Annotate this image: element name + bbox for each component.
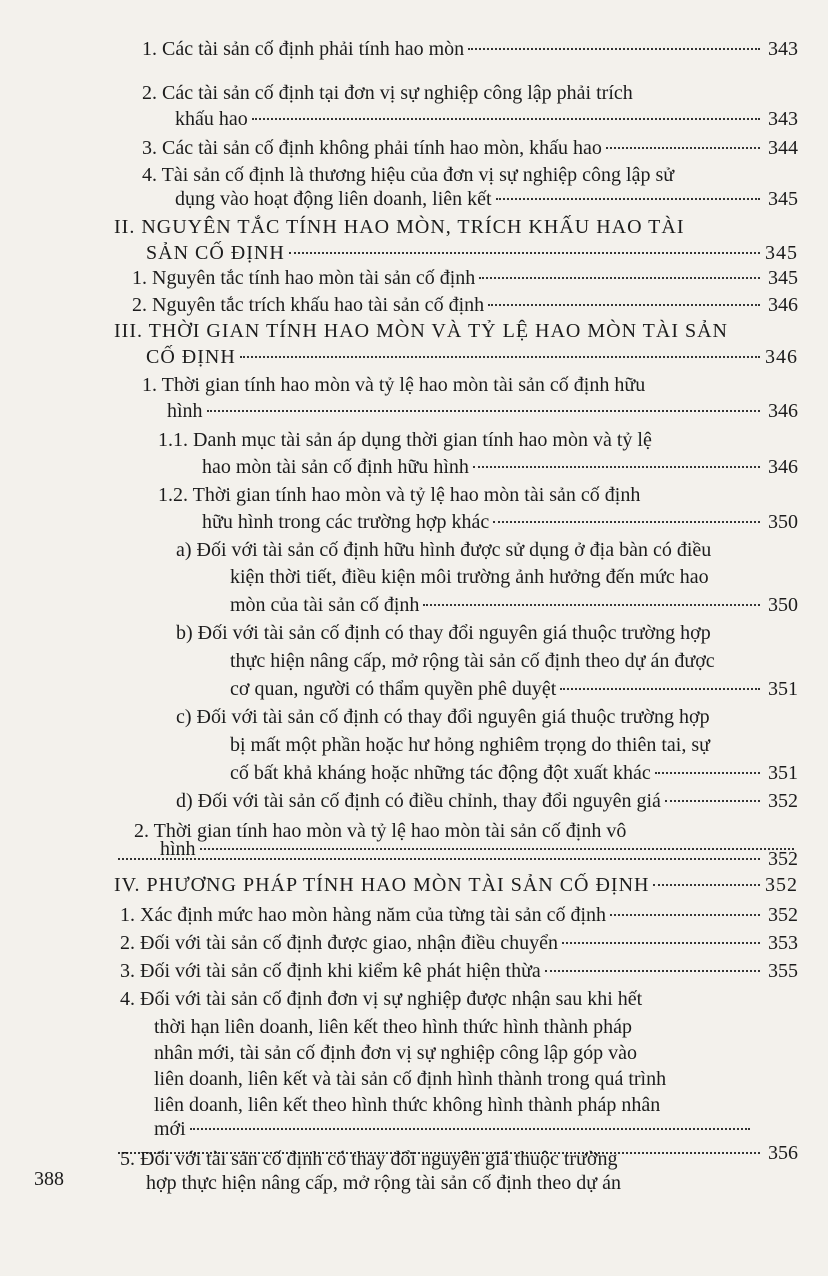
toc-entry-text: thực hiện nâng cấp, mở rộng tài sản cố định theo dự án được: [230, 650, 715, 672]
toc-entry-text: 4. Tài sản cố định là thương hiệu của đơn vị sự nghiệp công lập sử: [142, 164, 675, 186]
leader-dots: [479, 277, 760, 279]
toc-page-ref: 356: [768, 1142, 798, 1164]
leader-dots: [545, 970, 760, 972]
toc-entry-text: khấu hao: [175, 108, 248, 130]
toc-page-ref: 352: [768, 790, 798, 812]
toc-page-ref: 346: [765, 346, 798, 368]
toc-entry: [120, 902, 798, 928]
toc-entry-text: hữu hình trong các trường hợp khác: [202, 511, 490, 533]
toc-entry: [142, 162, 798, 188]
toc-entry: [132, 292, 798, 318]
toc-entry-text: a) Đối với tài sản cố định hữu hình được sử dụng ở địa bàn có điều: [176, 539, 712, 561]
toc-page-ref: 352: [765, 874, 798, 896]
toc-entry: [154, 1092, 798, 1118]
page-number: 388: [34, 1168, 64, 1190]
toc-entry: [154, 1040, 798, 1066]
leader-dots: [655, 772, 760, 774]
toc-entry: [158, 427, 798, 453]
toc-entry-text: 2. Nguyên tắc trích khấu hao tài sản cố định: [132, 294, 485, 316]
toc-entry: [120, 1146, 798, 1172]
toc-page-ref: 343: [768, 108, 798, 130]
toc-entry-text: 1.1. Danh mục tài sản áp dụng thời gian tính hao mòn và tỷ lệ: [158, 429, 652, 451]
leader-dots: [118, 858, 760, 860]
toc-entry-text: b) Đối với tài sản cố định có thay đổi nguyên giá thuộc trường hợp: [176, 622, 711, 644]
toc-entry: [176, 620, 798, 646]
toc-page-ref: 352: [768, 848, 798, 870]
leader-dots: [665, 800, 760, 802]
toc-entry-text: dụng vào hoạt động liên doanh, liên kết: [175, 188, 492, 210]
toc-entry-text: bị mất một phần hoặc hư hỏng nghiêm trọng do thiên tai, sự: [230, 734, 710, 756]
leader-dots: [473, 466, 760, 468]
toc-entry-text: nhân mới, tài sản cố định đơn vị sự nghiệp công lập góp vào: [154, 1042, 638, 1064]
toc-entry: [120, 930, 798, 956]
toc-entry-text: hình: [167, 400, 203, 422]
leader-dots: [606, 147, 760, 149]
toc-entry-text: kiện thời tiết, điều kiện môi trường ảnh hưởng đến mức hao: [230, 566, 709, 588]
leader-dots: [493, 521, 760, 523]
leader-dots: [190, 1128, 750, 1130]
toc-entry: [202, 454, 798, 480]
toc-entry-text: II. NGUYÊN TẮC TÍNH HAO MÒN, TRÍCH KHẤU HAO TÀI: [114, 216, 685, 238]
leader-dots: [496, 198, 760, 200]
toc-entry: [230, 648, 798, 674]
leader-dots: [289, 252, 760, 254]
toc-entry: [146, 1170, 798, 1196]
toc-entry-text: III. THỜI GIAN TÍNH HAO MÒN VÀ TỶ LỆ HAO MÒN TÀI SẢN: [114, 320, 729, 342]
toc-entry-text: 5. Đối với tài sản cố định có thay đổi nguyên giá thuộc trường: [120, 1148, 618, 1170]
toc-entry-text: 1. Xác định mức hao mòn hàng năm của từng tài sản cố định: [120, 904, 607, 926]
toc-page-ref: 352: [768, 904, 798, 926]
toc-entry: [142, 80, 798, 106]
leader-dots: [207, 410, 760, 412]
toc-page-ref: 345: [765, 242, 798, 264]
toc-page-ref: 351: [768, 678, 798, 700]
toc-entry-text: cố bất khả kháng hoặc những tác động đột xuất khác: [230, 762, 651, 784]
toc-page-ref: 350: [768, 594, 798, 616]
section-heading: [146, 344, 798, 370]
toc-page-ref: 344: [768, 137, 798, 159]
leader-dots: [610, 914, 760, 916]
section-heading: [114, 872, 798, 898]
toc-page-ref: 355: [768, 960, 798, 982]
toc-entry-text: 4. Đối với tài sản cố định đơn vị sự nghiệp được nhận sau khi hết: [120, 988, 643, 1010]
toc-page-ref: 345: [768, 188, 798, 210]
toc-entry: [230, 564, 798, 590]
toc-entry: [176, 788, 798, 814]
toc-entry-text: 2. Đối với tài sản cố định được giao, nhận điều chuyển: [120, 932, 559, 954]
toc-entry-text: SẢN CỐ ĐỊNH: [146, 242, 285, 264]
toc-entry: [142, 135, 798, 161]
section-heading: [114, 214, 798, 240]
toc-entry: [202, 509, 798, 535]
leader-dots: [488, 304, 760, 306]
toc-entry-text: d) Đối với tài sản cố định có điều chỉnh, thay đổi nguyên giá: [176, 790, 661, 812]
toc-page-ref: 351: [768, 762, 798, 784]
toc-page-ref: 343: [768, 38, 798, 60]
leader-dots: [252, 118, 760, 120]
toc-entry: [175, 186, 798, 212]
toc-entry: [175, 106, 798, 132]
toc-page-ref: 353: [768, 932, 798, 954]
toc-page-ref: 350: [768, 511, 798, 533]
toc-page-ref: 346: [768, 456, 798, 478]
leader-dots: [653, 884, 760, 886]
toc-entry-text: mới: [154, 1118, 186, 1140]
toc-entry: [158, 482, 798, 508]
section-heading: [146, 240, 798, 266]
toc-entry: [230, 732, 798, 758]
toc-entry-text: 1. Các tài sản cố định phải tính hao mòn: [142, 38, 465, 60]
toc-entry-text: hao mòn tài sản cố định hữu hình: [202, 456, 469, 478]
leader-dots: [240, 356, 760, 358]
toc-entry-text: cơ quan, người có thẩm quyền phê duyệt: [230, 678, 557, 700]
section-heading: [114, 318, 798, 344]
toc-entry-text: 1. Nguyên tắc tính hao mòn tài sản cố định: [132, 267, 476, 289]
toc-entry: [142, 372, 798, 398]
leader-dots: [468, 48, 760, 50]
leader-dots: [560, 688, 760, 690]
toc-entry: [230, 592, 798, 618]
toc-entry-text: 3. Các tài sản cố định không phải tính hao mòn, khấu hao: [142, 137, 602, 159]
toc-entry-text: 2. Thời gian tính hao mòn và tỷ lệ hao mòn tài sản cố định vô: [134, 820, 627, 842]
toc-entry-text: liên doanh, liên kết và tài sản cố định hình thành trong quá trình: [154, 1068, 667, 1090]
toc-page-ref: 346: [768, 294, 798, 316]
toc-entry: [230, 676, 798, 702]
leader-dots: [423, 604, 760, 606]
toc-entry: [176, 537, 798, 563]
toc-entry-text: thời hạn liên doanh, liên kết theo hình thức hình thành pháp: [154, 1016, 632, 1038]
toc-entry: [154, 1066, 798, 1092]
toc-entry: [176, 704, 798, 730]
toc-entry: [120, 958, 798, 984]
toc-entry-text: liên doanh, liên kết theo hình thức không hình thành pháp nhân: [154, 1094, 661, 1116]
toc-entry: [114, 846, 798, 872]
toc-entry-text: 1. Thời gian tính hao mòn và tỷ lệ hao mòn tài sản cố định hữu: [142, 374, 646, 396]
toc-entry: [154, 1014, 798, 1040]
toc-entry-text: c) Đối với tài sản cố định có thay đổi nguyên giá thuộc trường hợp: [176, 706, 710, 728]
toc-page-ref: 345: [768, 267, 798, 289]
toc-entry-text: CỐ ĐỊNH: [146, 346, 236, 368]
toc-entry-text: hợp thực hiện nâng cấp, mở rộng tài sản cố định theo dự án: [146, 1172, 621, 1194]
toc-entry-text: mòn của tài sản cố định: [230, 594, 420, 616]
toc-entry: [120, 986, 798, 1012]
toc-entry-text: hình: [160, 838, 196, 860]
toc-entry-text: IV. PHƯƠNG PHÁP TÍNH HAO MÒN TÀI SẢN CỐ ĐỊNH: [114, 874, 650, 896]
toc-entry-text: 1.2. Thời gian tính hao mòn và tỷ lệ hao mòn tài sản cố định: [158, 484, 641, 506]
toc-entry: [154, 1116, 754, 1142]
toc-entry: [142, 36, 798, 62]
toc-entry-text: 2. Các tài sản cố định tại đơn vị sự nghiệp công lập phải trích: [142, 82, 633, 104]
leader-dots: [562, 942, 760, 944]
toc-entry: [132, 265, 798, 291]
toc-entry-text: 3. Đối với tài sản cố định khi kiểm kê phát hiện thừa: [120, 960, 541, 982]
toc-entry: [230, 760, 798, 786]
toc-entry: [167, 398, 798, 424]
toc-page-ref: 346: [768, 400, 798, 422]
